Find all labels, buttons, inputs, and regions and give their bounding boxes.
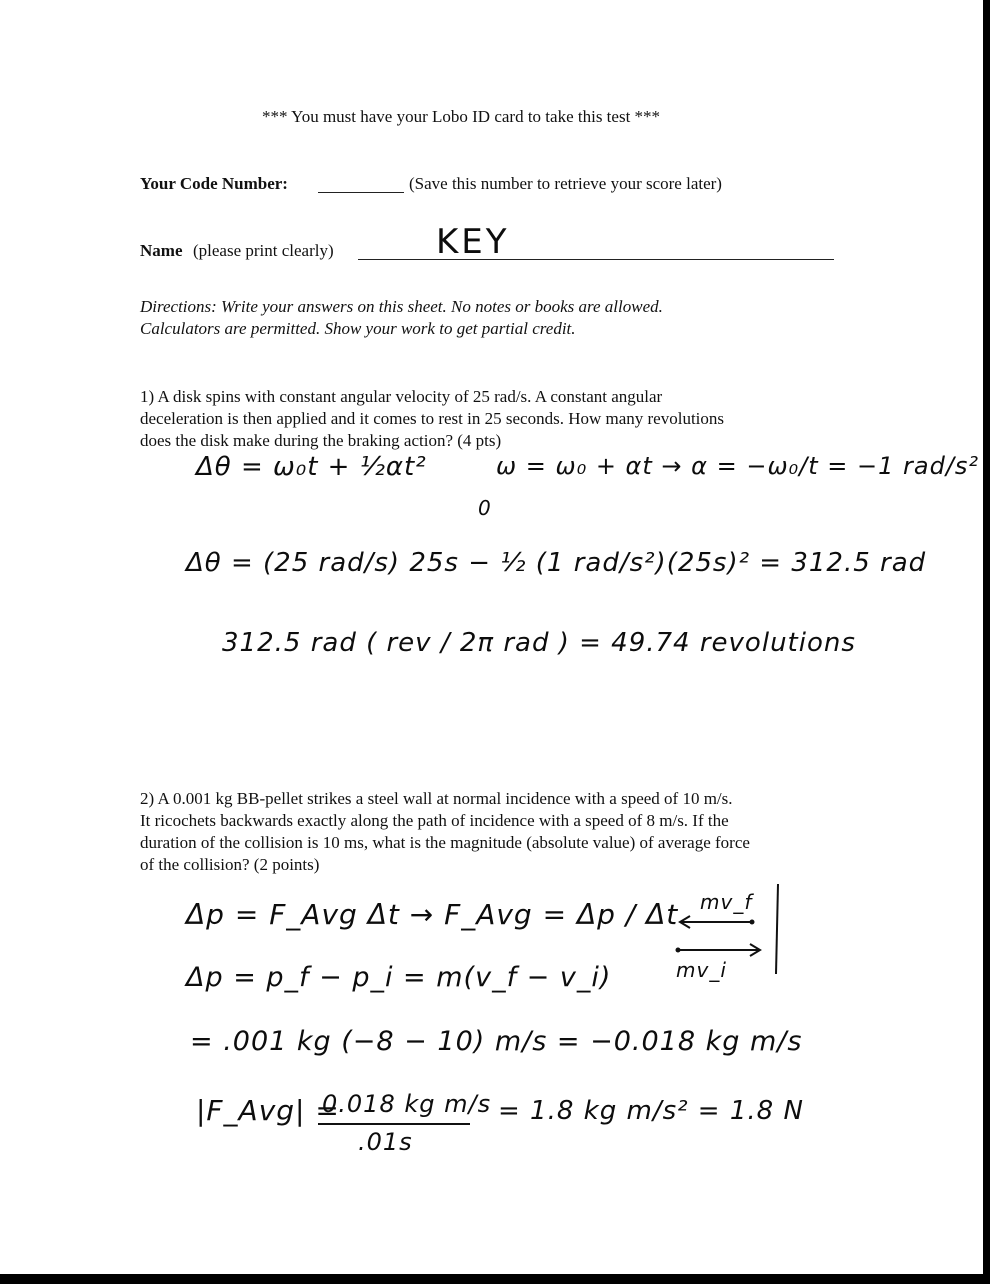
name-label: Name bbox=[140, 241, 183, 260]
q2-text-line-4: of the collision? (2 points) bbox=[140, 855, 320, 874]
q2-work-eq4-numerator: 0.018 kg m/s bbox=[322, 1090, 492, 1118]
q2-text-line-3: duration of the collision is 10 ms, what is the magnitude (absolute value) of average force bbox=[140, 833, 750, 852]
code-number-label: Your Code Number: bbox=[140, 174, 288, 193]
q1-text-line-3: does the disk make during the braking action? (4 pts) bbox=[140, 431, 502, 450]
q2-text-line-1: 2) A 0.001 kg BB-pellet strikes a steel wall at normal incidence with a speed of 10 m/s. bbox=[140, 789, 733, 808]
q2-work-eq3: = .001 kg (−8 − 10) m/s = −0.018 kg m/s bbox=[190, 1026, 803, 1057]
q1-text-line-2: deceleration is then applied and it comes to rest in 25 seconds. How many revolutions bbox=[140, 409, 725, 428]
q2-work-eq1: Δp = F_Avg Δt → F_Avg = Δp / Δt bbox=[186, 898, 679, 931]
code-number-note: (Save this number to retrieve your score later) bbox=[409, 174, 722, 193]
directions-line-2: Calculators are permitted. Show your work to get partial credit. bbox=[140, 319, 576, 338]
q1-text-line-1: 1) A disk spins with constant angular velocity of 25 rad/s. A constant angular bbox=[140, 387, 663, 406]
scan-edge-bottom bbox=[0, 1274, 990, 1284]
q2-work-eq4a: |F_Avg| = bbox=[196, 1094, 340, 1127]
momentum-diagram-label-initial: mv_i bbox=[676, 958, 727, 982]
id-card-notice: *** You must have your Lobo ID card to take this test *** bbox=[262, 107, 661, 126]
pellet-dot-final bbox=[750, 920, 755, 925]
scan-edge-right bbox=[983, 0, 990, 1284]
q2-work-eq2: Δp = p_f − p_i = m(v_f − v_i) bbox=[186, 962, 612, 993]
steel-wall bbox=[776, 884, 778, 974]
q1-work-eq1b: ω = ω₀ + αt → α = −ω₀/t = −1 rad/s² bbox=[496, 452, 980, 480]
q1-work-eq1c: 0 bbox=[478, 496, 492, 520]
directions-line-1: Directions: Write your answers on this sheet. No notes or books are allowed. bbox=[140, 297, 663, 316]
q1-work-eq1a: Δθ = ω₀t + ½αt² bbox=[196, 452, 427, 482]
q2-work-eq4-denominator: .01s bbox=[358, 1128, 413, 1156]
pellet-dot-initial bbox=[676, 948, 681, 953]
name-value-key: KEY bbox=[436, 222, 510, 262]
momentum-diagram bbox=[676, 884, 779, 974]
q2-text-line-2: It ricochets backwards exactly along the path of incidence with a speed of 8 m/s. If the bbox=[140, 811, 729, 830]
q1-work-eq3: 312.5 rad ( rev / 2π rad ) = 49.74 revolutions bbox=[222, 628, 856, 658]
name-note: (please print clearly) bbox=[193, 241, 334, 260]
q1-work-eq2: Δθ = (25 rad/s) 25s − ½ (1 rad/s²)(25s)² = 312.5 rad bbox=[186, 548, 927, 578]
momentum-diagram-label-final: mv_f bbox=[700, 890, 753, 914]
q2-work-eq4b: = 1.8 kg m/s² = 1.8 N bbox=[498, 1096, 804, 1126]
